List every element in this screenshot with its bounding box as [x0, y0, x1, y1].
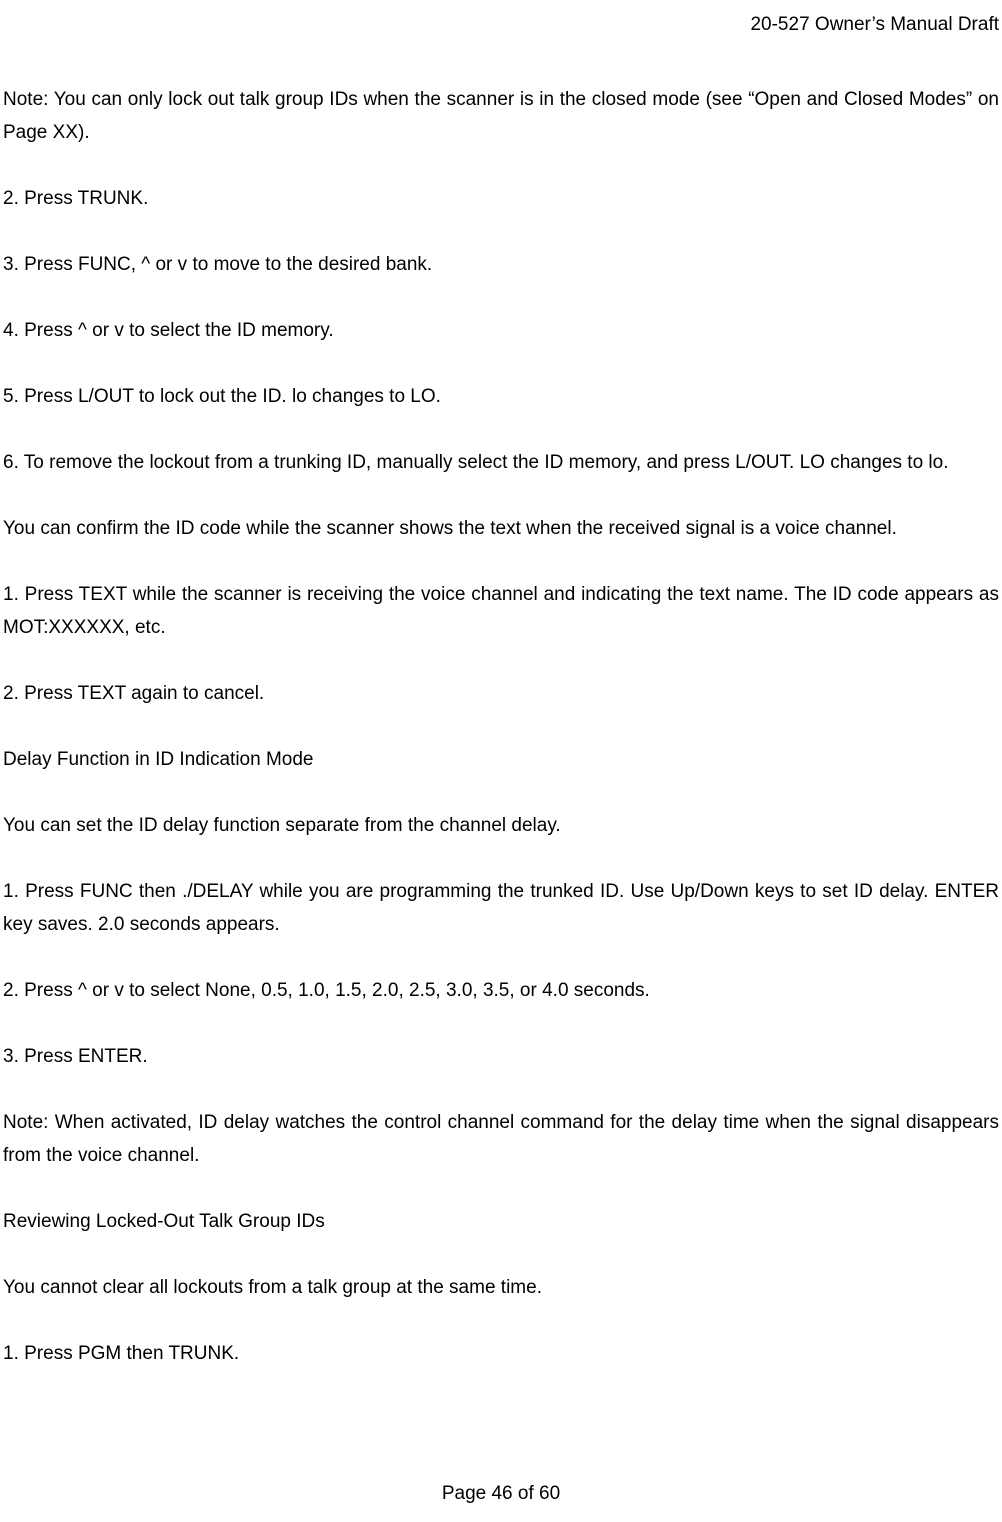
section-heading: Reviewing Locked-Out Talk Group IDs	[3, 1211, 325, 1232]
step-paragraph: 2. Press TEXT again to cancel.	[3, 683, 265, 704]
page-footer: Page 46 of 60	[441, 1483, 561, 1504]
body-paragraph: You can set the ID delay function separate from the channel delay.	[3, 815, 561, 836]
document-body	[3, 83, 999, 1370]
note-paragraph: Note: When activated, ID delay watches the control channel command for the delay time when the signal disappears from the voice channel.	[3, 1112, 999, 1166]
step-paragraph: 1. Press FUNC then ./DELAY while you are programming the trunked ID. Use Up/Down keys to set ID delay. ENTER key saves. 2.0 seconds appears.	[3, 881, 999, 935]
body-paragraph: You can confirm the ID code while the scanner shows the text when the received signal is a voice channel.	[3, 518, 897, 539]
step-paragraph: 6. To remove the lockout from a trunking ID, manually select the ID memory, and press L/OUT. LO changes to lo.	[3, 452, 949, 473]
step-paragraph: 4. Press ^ or v to select the ID memory.	[3, 320, 334, 341]
step-paragraph: 5. Press L/OUT to lock out the ID. lo changes to LO.	[3, 386, 441, 407]
note-paragraph: Note: You can only lock out talk group IDs when the scanner is in the closed mode (see “Open and Closed Modes” on Page XX).	[3, 89, 999, 143]
step-paragraph: 1. Press TEXT while the scanner is receiving the voice channel and indicating the text name. The ID code appears as MOT:XXXXXX, etc.	[3, 584, 999, 638]
body-paragraph: You cannot clear all lockouts from a talk group at the same time.	[3, 1277, 542, 1298]
step-paragraph: 3. Press FUNC, ^ or v to move to the desired bank.	[3, 254, 433, 275]
page-header: 20-527 Owner’s Manual Draft	[750, 14, 999, 35]
step-paragraph: 1. Press PGM then TRUNK.	[3, 1343, 240, 1364]
section-heading: Delay Function in ID Indication Mode	[3, 749, 314, 770]
step-paragraph: 2. Press TRUNK.	[3, 188, 149, 209]
step-paragraph: 2. Press ^ or v to select None, 0.5, 1.0, 1.5, 2.0, 2.5, 3.0, 3.5, or 4.0 seconds.	[3, 980, 650, 1001]
step-paragraph: 3. Press ENTER.	[3, 1046, 148, 1067]
